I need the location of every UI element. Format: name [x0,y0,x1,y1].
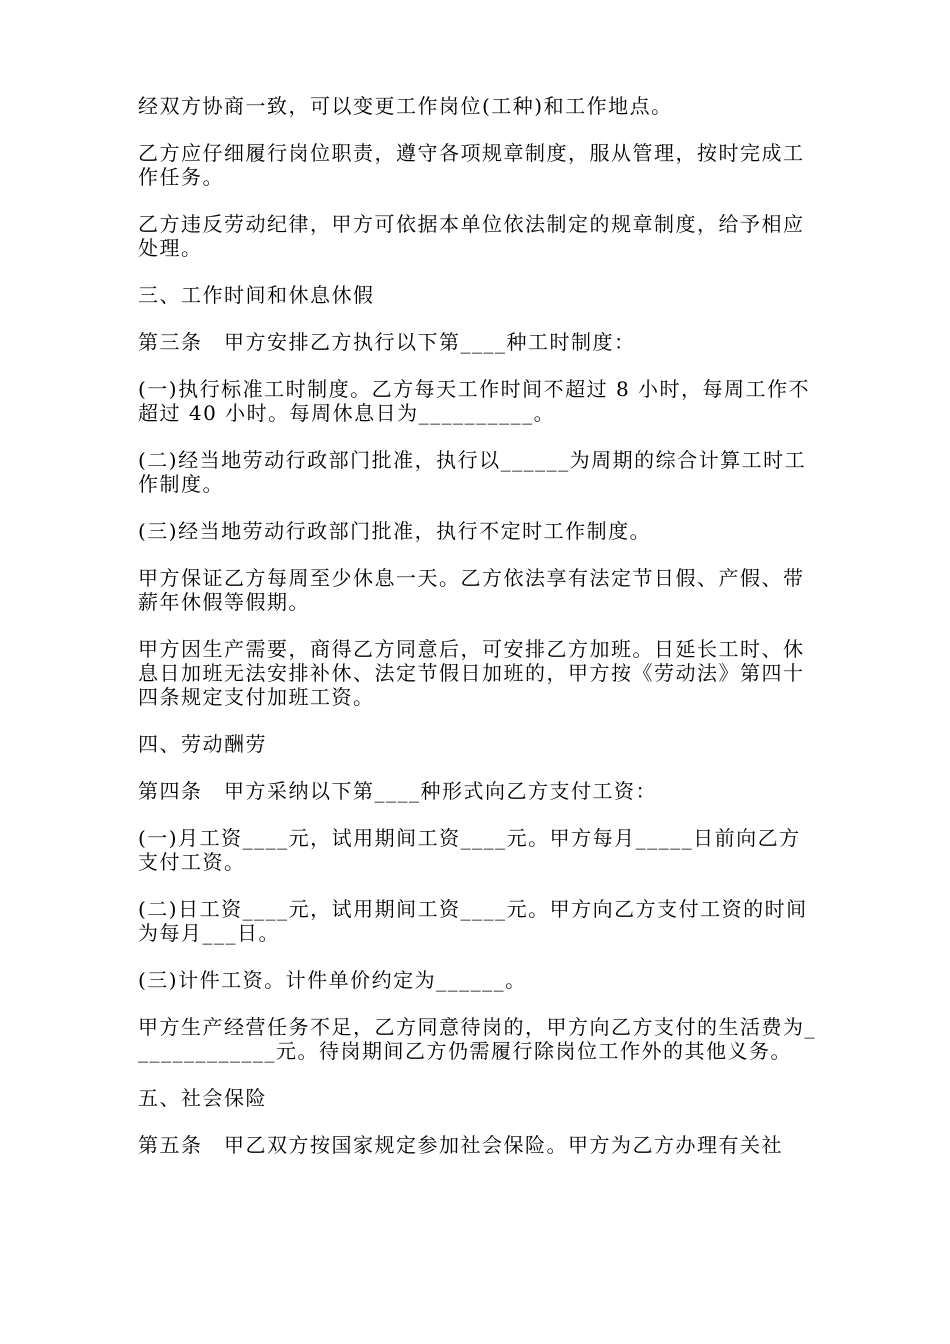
paragraph: (一)月工资____元，试用期间工资____元。甲方每月_____日前向乙方支付工资。 [138,826,801,874]
section-heading: 五、社会保险 [138,1086,267,1110]
paragraph: 甲方生产经营任务不足，乙方同意待岗的，甲方向乙方支付的生活费为_____________元。待岗期间乙方仍需履行除岗位工作外的其他义务。 [138,1015,816,1063]
section-heading: 三、工作时间和休息休假 [138,283,375,307]
document-body [138,94,818,1180]
paragraph: 甲方保证乙方每周至少休息一天。乙方依法享有法定节日假、产假、带薪年休假等假期。 [138,566,805,614]
section-heading: 四、劳动酬劳 [138,732,267,756]
article-paragraph: 第三条 甲方安排乙方执行以下第____种工时制度： [138,330,636,354]
paragraph: 经双方协商一致，可以变更工作岗位(工种)和工作地点。 [138,94,673,118]
paragraph: (三)经当地劳动行政部门批准，执行不定时工作制度。 [138,519,652,543]
paragraph: 甲方因生产需要，商得乙方同意后，可安排乙方加班。日延长工时、休息日加班无法安排补休、法定节假日加班的，甲方按《劳动法》第四十四条规定支付加班工资。 [138,637,805,709]
paragraph: 乙方应仔细履行岗位职责，遵守各项规章制度，服从管理，按时完成工作任务。 [138,141,805,189]
paragraph: 乙方违反劳动纪律，甲方可依据本单位依法制定的规章制度，给予相应处理。 [138,212,805,260]
article-paragraph: 第五条 甲乙双方按国家规定参加社会保险。甲方为乙方办理有关社 [138,1133,783,1157]
paragraph: (一)执行标准工时制度。乙方每天工作时间不超过 8 小时，每周工作不超过 40 小时。每周休息日为__________。 [138,377,811,425]
paragraph: (三)计件工资。计件单价约定为______。 [138,968,527,992]
paragraph: (二)日工资____元，试用期间工资____元。甲方向乙方支付工资的时间为每月___日。 [138,897,808,945]
article-paragraph: 第四条 甲方采纳以下第____种形式向乙方支付工资： [138,779,657,803]
paragraph: (二)经当地劳动行政部门批准，执行以______为周期的综合计算工时工作制度。 [138,448,807,496]
